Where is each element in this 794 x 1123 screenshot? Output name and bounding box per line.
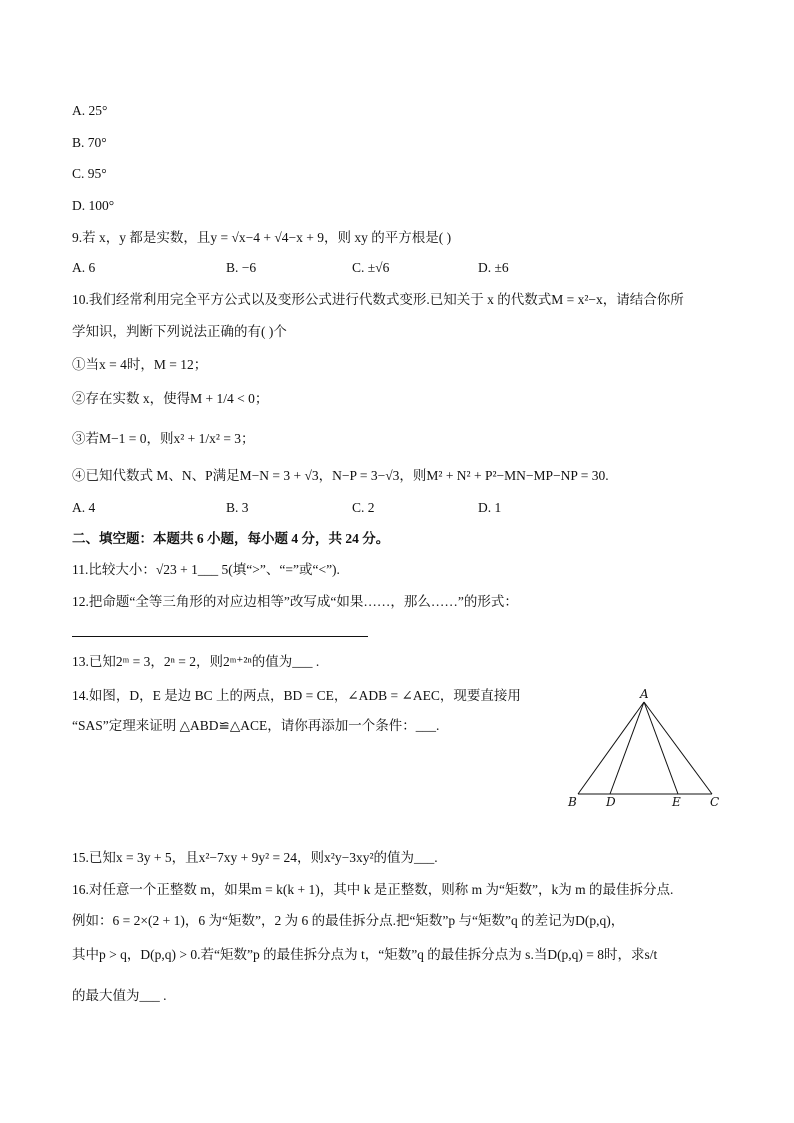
- q10-option-b: B. 3: [226, 500, 249, 515]
- q10-statement-3: ③若M−1 = 0，则x² + 1/x² = 3；: [72, 431, 255, 446]
- label-a: A: [640, 687, 649, 701]
- segment-ae: [644, 702, 678, 794]
- q14-question-line2: “SAS”定理来证明 △ABD≌△ACE，请你再添加一个条件：___.: [72, 718, 440, 733]
- q9-option-d: D. ±6: [478, 260, 509, 275]
- q9-option-c: C. ±√6: [352, 260, 390, 275]
- q10-question-line2: 学知识，判断下列说法正确的有( )个: [72, 324, 287, 339]
- label-b: B: [568, 795, 577, 809]
- q10-statement-1: ①当x = 4时，M = 12；: [72, 357, 208, 372]
- triangle-figure: [560, 684, 740, 814]
- q9-question: 9.若 x，y 都是实数，且y = √x−4 + √4−x + 9，则 xy 的平方根是( ): [72, 230, 452, 245]
- segment-ad: [610, 702, 644, 794]
- q16-question-line4: 的最大值为___ .: [72, 988, 167, 1003]
- q15-question: 15.已知x = 3y + 5，且x²−7xy + 9y² = 24，则x²y−3xy²的值为___.: [72, 850, 438, 865]
- q9-option-b: B. −6: [226, 260, 257, 275]
- q12-answer-line: [72, 635, 368, 637]
- q16-question-line2: 例如：6 = 2×(2 + 1)，6 为“矩数”，2 为 6 的最佳拆分点.把“矩数”p 与“矩数”q 的差记为D(p,q)，: [72, 913, 625, 928]
- q10-statement-2: ②存在实数 x，使得M + 1/4 < 0；: [72, 391, 269, 406]
- q12-question: 12.把命题“全等三角形的对应边相等”改写成“如果……，那么……”的形式：: [72, 594, 518, 609]
- q8-option-c: C. 95°: [72, 166, 107, 181]
- label-c: C: [710, 795, 720, 809]
- side-ac: [644, 702, 712, 794]
- q8-option-a: A. 25°: [72, 103, 108, 118]
- section-heading-fill-in: 二、填空题：本题共 6 小题，每小题 4 分，共 24 分。: [72, 531, 390, 546]
- q16-question-line1: 16.对任意一个正整数 m，如果m = k(k + 1)，其中 k 是正整数，则称 m 为“矩数”，k为 m 的最佳拆分点.: [72, 882, 674, 897]
- q13-question: 13.已知2ᵐ = 3，2ⁿ = 2，则2ᵐ⁺²ⁿ的值为___ .: [72, 654, 320, 669]
- q10-option-c: C. 2: [352, 500, 375, 515]
- q10-statement-4: ④已知代数式 M、N、P满足M−N = 3 + √3，N−P = 3−√3，则M² + N² + P²−MN−MP−NP = 30.: [72, 468, 609, 483]
- q11-question: 11.比较大小：√23 + 1___ 5(填“>”、“=”或“<”).: [72, 562, 340, 577]
- q16-question-line3: 其中p > q，D(p,q) > 0.若“矩数”p 的最佳拆分点为 t，“矩数”q 的最佳拆分点为 s.当D(p,q) = 8时，求s/t: [72, 947, 658, 962]
- q14-question-line1: 14.如图，D，E 是边 BC 上的两点，BD = CE，∠ADB = ∠AEC，现要直接用: [72, 688, 521, 703]
- label-d: D: [606, 795, 616, 809]
- q10-option-d: D. 1: [478, 500, 502, 515]
- side-ab: [578, 702, 644, 794]
- q9-option-a: A. 6: [72, 260, 96, 275]
- q8-option-d: D. 100°: [72, 198, 115, 213]
- q10-option-a: A. 4: [72, 500, 96, 515]
- q8-option-b: B. 70°: [72, 135, 107, 150]
- label-e: E: [672, 795, 681, 809]
- q10-question-line1: 10.我们经常利用完全平方公式以及变形公式进行代数式变形.已知关于 x 的代数式M = x²−x，请结合你所: [72, 292, 684, 307]
